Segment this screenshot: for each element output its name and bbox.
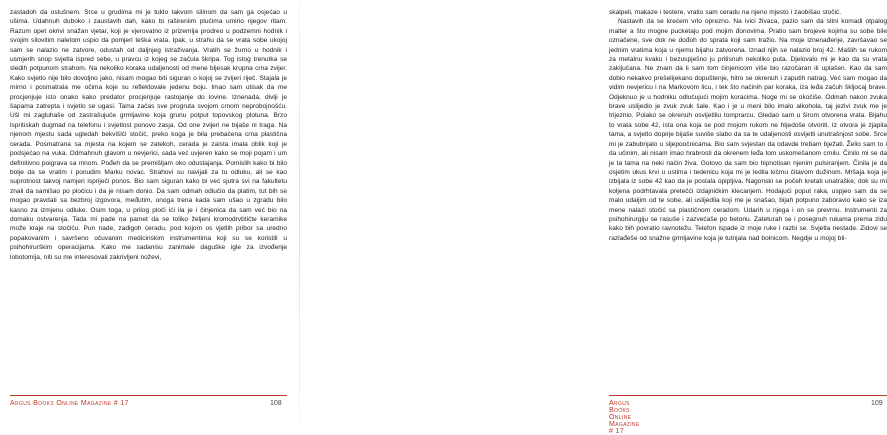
right-paragraph-1: skalpeli, makaze i testere, vratio sam ceradu na njeno mjesto i zaobišao stočić. <box>609 9 842 16</box>
left-footer-magazine: Argus Books Online Magazine # 17 <box>10 400 129 407</box>
left-paragraph: zastadoh da oslušnem. Srce u grudima mi je tuklo takvom silinom da sam ga osjećao u ušima. Udahnuh duboko i zaustavih dah, kako bi rašireniim plućima umirio njegov ritam. Razum opet okrivi snažan vjetar, koji je vjerovatno iz prizemlja prodreo u podzemni hodnik i svojim silovitim naletom uspio da pomjeri teška vrata. Ipak, u strahu da se vrata sobe ukojoj sam se nalazio ne zatvore, odustah od daljnjeg istraživanja. Vratih se žurno u hodnik i usmjerih snop svjetla ispred sebe, u pravcu iz kojeg se začula škripa. Tog istog trenutka se sledih potpunom strahom. Na nekoliko koraka udaljenosti od mene bljesak krupna crna zvijer. Kako svjetlo nije bilo dovoljno jako, nisam mogao biti siguran o kojoj se zvijeri riječ. Stajala je mirno i posmatrala me očima koje su reflektovale jedenu boju. Imao sam utisak da me procjenjuje isto onako kako predator procjenjuje rastojanje do lovine. Iznenada, divlji je šapama zatrepta i svjetlo se ugasi. Tama začas sve progruta svojom crnom neprobojnošću. Uši mi zagluhaše od zastrašujuće grmljavine koja grunu potput topovskog plotuna. Brzo ispritiskah dugmad na telefonu i svjetlost ponovo zasja. Od one zvijeri ne bijaše ni traga. Na njenom mjestu sada ugledah bekvišlći stočić, preko koga je bila prebačena crna plastična cerada. Posmatrana sa mjesta na kojem se zatekoh, cerada je zaista imala oblik koji je podsjećao na vuka. Odmahnuh glavom u nevjerici, sada već uvjeren kako se moji pojam i um definitivno poigrava sa mnom. Pođeh da se premišljam oko odustajanja. Pomislih kako bi bilo bolje da se vratim i ponudim Marku novac. Strahovi su navijali za tu odluku, ali se kao suprotnost takvoj namjeri ispriječi ponos. Bio sam siguran kako bi već sjutra svi na fakultetu znali da samišao po pločicu i da je nisam donio. Da sam odmah odlučio da platim, tut bih se mogao pravdati sa bezbroj izgovora, međutim, onoga trena kada sam ušao u zgradu bilo kasno za izmjenu odluke. Osim toga, u prilog ploči ići ila je i činjenica da sam već bio na domaku ostvarenja. Tada mi pade na pamet da se toliko željeni kromodrvbtičte keramike može kraje na stočiću. Pun nade, zadigoh ceradu, pod kojom os vjetlih pribor sa uredno popakovanim i savršeno očuvanim medicinskim instrumentima koji su se koristili u psihohirurškim operacijama. Kako me sadanisu zanimale daguške igle za izvođenje lobotomija, niti su me interesovali zakrivljeni noževi, <box>10 9 287 261</box>
right-footer-magazine: Argus Books Online Magazine # 17 <box>609 400 640 435</box>
left-page <box>0 0 300 424</box>
right-body-text <box>609 8 887 243</box>
left-body-text <box>10 8 287 262</box>
right-page <box>300 0 887 435</box>
left-page-number: 108 <box>270 400 282 407</box>
right-footer-rule <box>609 395 887 396</box>
left-footer-rule <box>10 395 287 396</box>
right-paragraph-2: Nastavih da se krećem vrlo oprezno. Na ivici živaca, pazio sam da sitni komadi otpalog malter a što mogne pucketaju pod mojim đonovima. Pratio sam brojeve kojima su sobe bile označene, sve dok ne dođoh do sprata koji sam tražio. Na moje iznenađenje, završavao se jednim vratima koja u njemu bijahu zatvorena. Iznad njih se nalazio broj 42. Mašlih se rukom za metalnu kvaku i bezuspješno ju pritisnuh nekoliko puta. Djelovalo mi je kao da su vrata zaključana. Ne znam da li sam tom činjenicom više bio razočaran ili uplašen. Kao da sam dobio nekakvo prešelijekano dopuštenje, hitro se okrenuh i zaputih natrag. Već sam mogao da vidim nevjericu i na Markovom licu, i tek što načinih par koraka, iza leđa začuh škljocaj brave. Odjeknuo je u hodniku odlučujući mojim koracima. Noge mi se okočiše. Odmah nakon zvuka brave uslijedio je zvuk zvuk šale. Kao i je u meni bilo imalo alkohola, taj jezivi zvuk me je trijeznio. Polako se okrenuh osvijetlilu tomprarcu. Gledao sam u širom otvorena vrata. Bijahu to vrata sobe 42, ista ona koja se pod mojom rukom ne htjedoše otvoriti. Iz otvora je zjapila tama, a svjetlo dopirje bijaše suviše slabo da sa te udaljenosti osvijetli unutrašnjost sobe. Srce mi je zabubnjalo u sljepoočnicama. Bio sam svjestan da odavde trebam bježati. Želio sam to i da učinim, ali nisam imao hrabrosti da okrenem leđa tom uskomešanom crnilu. Činilo mi se da je ta tama na neki način živa. Gotovo da sam bio hipnotisan njenim pulsiranjem. Činila je da osjetim ukus krvi u ustima i tedenicu koja mi je ledila kičmu čitavom dužinom. Mršaja koja je izbijala iz sobe 42 kao da je postala opipljiva. Nagonski se počeh kretati unatraške, dok su mi koljena podrhtavala pretečći izdajničkim klecanjem. Hodajući poput raka, uspjeo sam da se malo udaljim od te sobe, ali uslijedila koji me je snašao, bijah potpuno zaboravio kako se iza mene nalazi stočić sa plastičnom ceradom. Udarih u njega i on se prevrnu. Instrumenti za psihohirurgiju se rasuše i zazvećaše po betonu. Zateturah se i posegnuh rukama prema zidu kako bih povratio ravnotežu. Telefon ispade iz moje ruke i razbi se. Svjetla nestade. Zidovi se razlađeše od snažne grmljavine koja je tutnjala nad bolnicom. Negdje u mojoj bli- <box>609 18 887 242</box>
right-page-number: 109 <box>871 400 883 407</box>
